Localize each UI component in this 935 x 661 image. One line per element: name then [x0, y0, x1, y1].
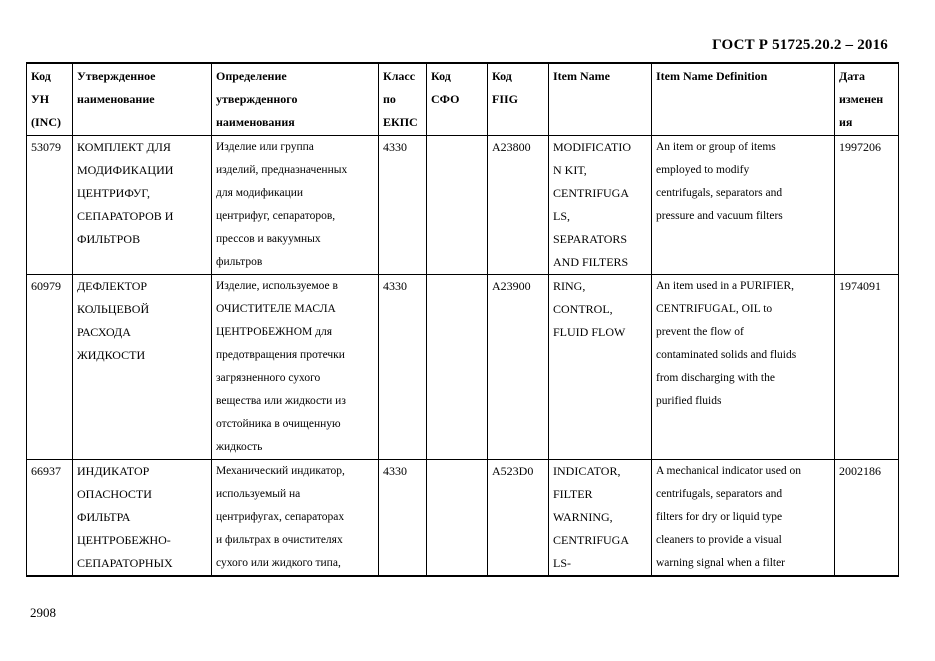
table-row [27, 136, 899, 275]
cell-item-name: RING, CONTROL, FLUID FLOW [549, 275, 652, 460]
column-header-inc: Код УН (INC) [27, 63, 73, 136]
standard-designation: ГОСТ Р 51725.20.2 – 2016 [712, 37, 888, 53]
catalog-table [26, 62, 899, 577]
cell-date: 1974091 [835, 275, 899, 460]
cell-fiig: A23900 [488, 275, 549, 460]
page-number: 2908 [30, 605, 56, 620]
column-header-fiig: Код FIIG [488, 63, 549, 136]
cell-definition: Механический индикатор, используемый на центрифугах, сепараторах и фильтрах в очистителях сухого или жидкого типа, [212, 460, 379, 577]
table-row [27, 275, 899, 460]
column-header-definition: Определение утвержденного наименования [212, 63, 379, 136]
cell-item-name: MODIFICATIO N KIT, CENTRIFUGA LS, SEPARATORS AND FILTERS [549, 136, 652, 275]
cell-inc: 66937 [27, 460, 73, 577]
cell-sfo [427, 460, 488, 577]
cell-inc: 53079 [27, 136, 73, 275]
cell-date: 2002186 [835, 460, 899, 577]
cell-sfo [427, 275, 488, 460]
cell-class: 4330 [379, 275, 427, 460]
cell-item-definition: A mechanical indicator used on centrifugals, separators and filters for dry or liquid type cleaners to provide a visual warning signal when a filter [652, 460, 835, 577]
cell-class: 4330 [379, 460, 427, 577]
cell-approved-name: ДЕФЛЕКТОР КОЛЬЦЕВОЙ РАСХОДА ЖИДКОСТИ [73, 275, 212, 460]
cell-item-definition: An item or group of items employed to modify centrifugals, separators and pressure and vacuum filters [652, 136, 835, 275]
cell-sfo [427, 136, 488, 275]
column-header-date: Дата изменен ия [835, 63, 899, 136]
cell-item-name: INDICATOR, FILTER WARNING, CENTRIFUGA LS- [549, 460, 652, 577]
cell-approved-name: ИНДИКАТОР ОПАСНОСТИ ФИЛЬТРА ЦЕНТРОБЕЖНО- СЕПАРАТОРНЫХ [73, 460, 212, 577]
table-header-row [27, 63, 899, 136]
cell-class: 4330 [379, 136, 427, 275]
cell-fiig: A23800 [488, 136, 549, 275]
cell-fiig: A523D0 [488, 460, 549, 577]
cell-date: 1997206 [835, 136, 899, 275]
cell-inc: 60979 [27, 275, 73, 460]
cell-item-definition: An item used in a PURIFIER, CENTRIFUGAL, OIL to prevent the flow of contaminated solids and fluids from discharging with the purified fluids [652, 275, 835, 460]
cell-definition: Изделие или группа изделий, предназначенных для модификации центрифуг, сепараторов, прессов и вакуумных фильтров [212, 136, 379, 275]
cell-definition: Изделие, используемое в ОЧИСТИТЕЛЕ МАСЛА ЦЕНТРОБЕЖНОМ для предотвращения протечки загрязненного сухого вещества или жидкости из отстойника в очищенную жидкость [212, 275, 379, 460]
column-header-item-name: Item Name [549, 63, 652, 136]
column-header-class: Класс по ЕКПС [379, 63, 427, 136]
table-row [27, 460, 899, 577]
column-header-approved-name: Утвержденное наименование [73, 63, 212, 136]
column-header-item-definition: Item Name Definition [652, 63, 835, 136]
column-header-sfo: Код СФО [427, 63, 488, 136]
cell-approved-name: КОМПЛЕКТ ДЛЯ МОДИФИКАЦИИ ЦЕНТРИФУГ, СЕПАРАТОРОВ И ФИЛЬТРОВ [73, 136, 212, 275]
